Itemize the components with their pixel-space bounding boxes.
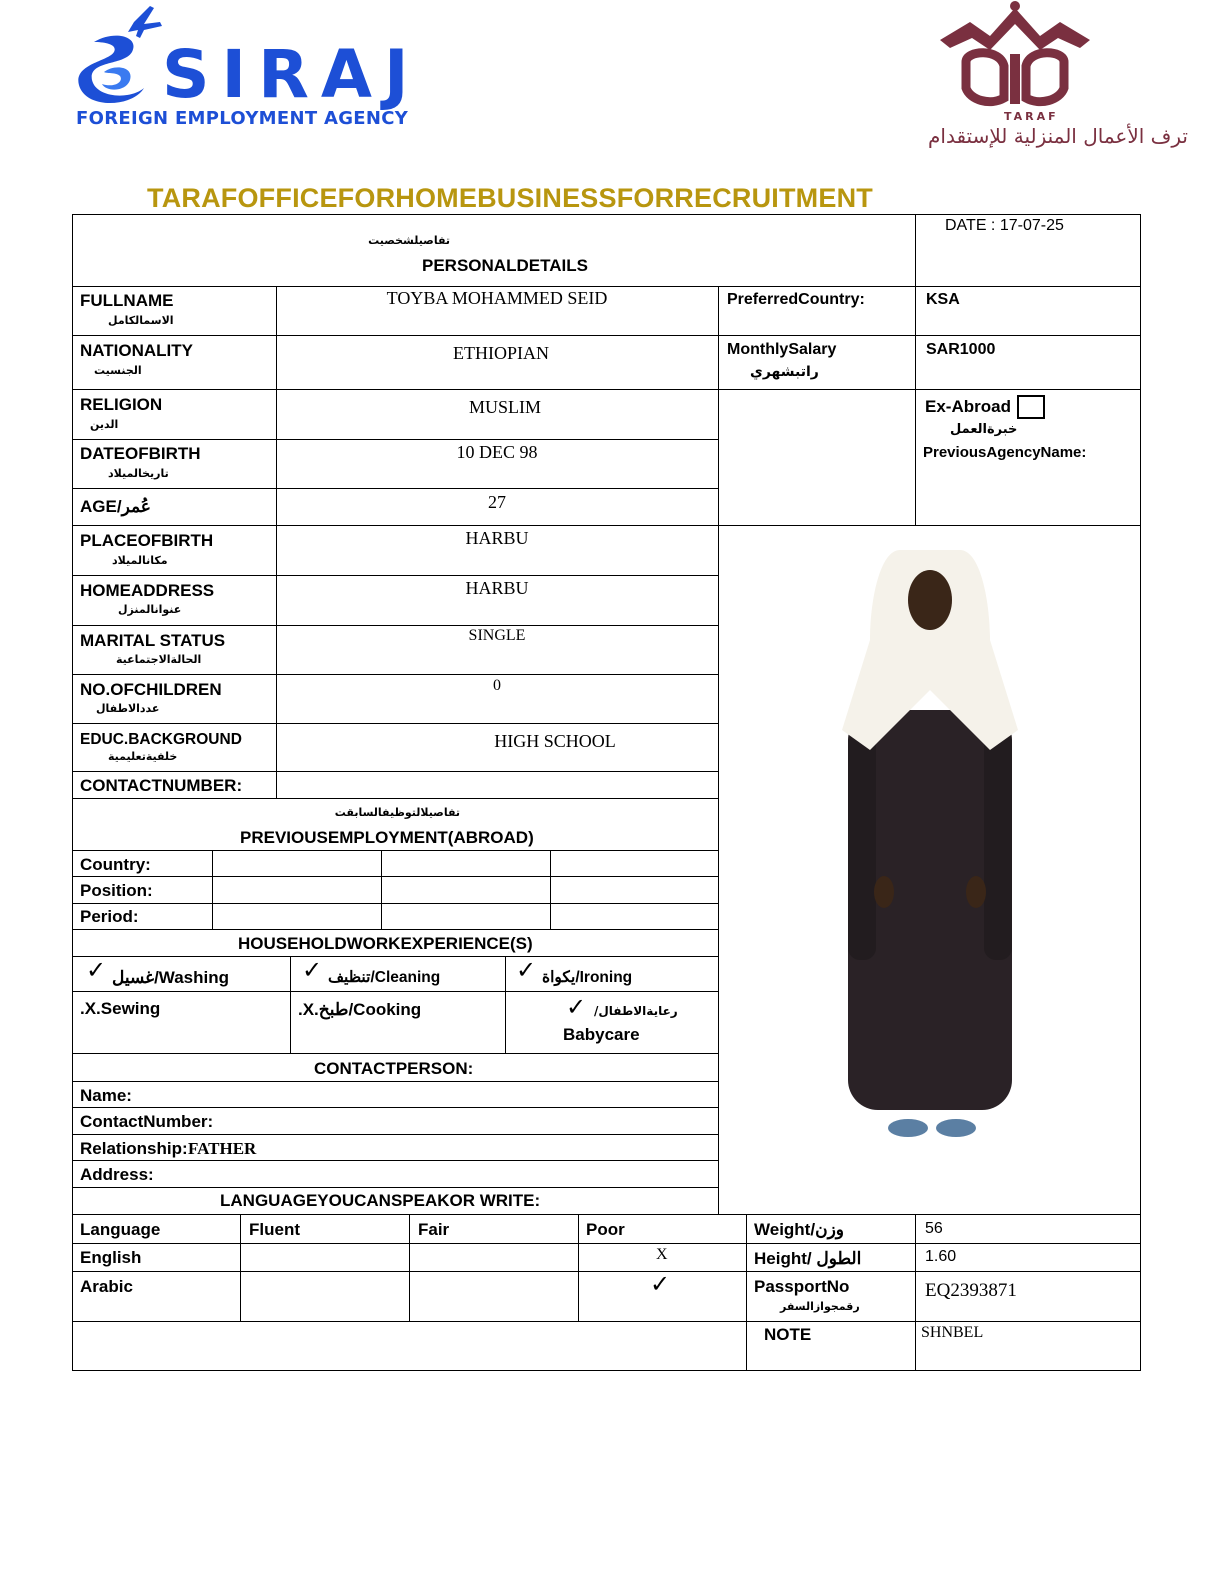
- siraj-logo: [74, 2, 421, 132]
- marital-status-value: SINGLE: [468, 627, 526, 644]
- note-value: SHNBEL: [921, 1324, 984, 1341]
- religion-value: MUSLIM: [468, 397, 541, 417]
- fullname-label: FULLNAME: [80, 291, 174, 310]
- ex-abroad-label: Ex-Abroad: [925, 397, 1011, 416]
- airplane-icon: [74, 2, 164, 112]
- prev-period-label: Period:: [80, 907, 139, 926]
- height-label: Height/ الطول: [754, 1249, 862, 1268]
- education-label-ar: خلفيةتعليمية: [108, 750, 178, 763]
- contact-number-person-label: ContactNumber:: [80, 1112, 214, 1131]
- weight-value: 56: [925, 1220, 943, 1237]
- home-address-label-ar: عنوانالمنزل: [118, 603, 182, 616]
- contact-name-label: Name:: [80, 1086, 132, 1105]
- pob-label-ar: مكانالميلاد: [112, 554, 168, 567]
- col-fair-header: Fair: [418, 1220, 450, 1239]
- language-english: English: [80, 1248, 142, 1267]
- monthly-salary-label: MonthlySalary: [727, 341, 837, 358]
- note-label: NOTE: [764, 1325, 812, 1344]
- home-address-value: HARBU: [465, 578, 529, 598]
- marital-status-label: MARITAL STATUS: [80, 631, 226, 650]
- languages-title: LANGUAGEYOUCANSPEAKOR WRITE:: [220, 1191, 541, 1210]
- washing-item: غسيل/Washing: [112, 968, 229, 987]
- fullname-label-ar: الاسمالكامل: [108, 314, 174, 327]
- cleaning-check-icon: ✓: [302, 956, 323, 984]
- cleaning-item: تنظيف/Cleaning: [328, 969, 441, 986]
- previous-agency-label: PreviousAgencyName:: [923, 444, 1087, 461]
- arabic-poor-check-icon: ✓: [650, 1270, 671, 1298]
- prev-country-label: Country:: [80, 855, 151, 874]
- education-value: HIGH SCHOOL: [494, 731, 616, 751]
- nationality-label: NATIONALITY: [80, 341, 194, 360]
- previous-employment-title: PREVIOUSEMPLOYMENT(ABROAD): [240, 828, 534, 847]
- col-language-header: Language: [80, 1220, 161, 1239]
- prev-position-label: Position:: [80, 881, 153, 900]
- english-poor-mark: X: [656, 1246, 668, 1263]
- contact-address-label: Address:: [80, 1165, 154, 1184]
- ex-abroad-checkbox[interactable]: [1017, 395, 1045, 419]
- sewing-item: .X.Sewing: [80, 999, 161, 1018]
- personal-section-ar: تفاصيلشخصيت: [368, 234, 450, 247]
- babycare-check-icon: ✓: [566, 993, 587, 1021]
- col-fluent-header: Fluent: [249, 1220, 300, 1239]
- monthly-salary-value: SAR1000: [926, 341, 996, 358]
- babycare-item-ar: رعايةالاطفال/: [594, 1004, 678, 1018]
- relationship-label: Relationship:: [80, 1139, 188, 1158]
- contact-person-title: CONTACTPERSON:: [314, 1059, 474, 1078]
- previous-employment-ar: تفاصيلالتوظيفالسابقت: [334, 806, 460, 819]
- pob-label: PLACEOFBIRTH: [80, 531, 214, 550]
- religion-label-ar: الدين: [90, 418, 119, 431]
- siraj-subtitle: FOREIGN EMPLOYMENT AGENCY: [76, 108, 409, 129]
- passport-value: EQ2393871: [925, 1280, 1017, 1301]
- dob-label-ar: تاريخالميلاد: [108, 467, 169, 480]
- cooking-item: .X.طبخ/Cooking: [298, 1000, 422, 1019]
- contact-number-label: CONTACTNUMBER:: [80, 776, 243, 795]
- taraf-arabic-name: ترف الأعمال المنزلية للإستقدام: [928, 124, 1188, 148]
- taraf-logo: [830, 0, 1200, 156]
- ironing-item: يكواة/Ironing: [542, 969, 633, 986]
- nationality-value: ETHIOPIAN: [453, 343, 549, 363]
- children-value: 0: [493, 677, 501, 694]
- nationality-label-ar: الجنسيت: [94, 364, 142, 377]
- dob-label: DATEOFBIRTH: [80, 444, 201, 463]
- washing-check-icon: ✓: [86, 956, 107, 984]
- children-label: NO.OFCHILDREN: [80, 680, 222, 699]
- language-arabic: Arabic: [80, 1277, 133, 1296]
- form-date: DATE : 17-07-25: [945, 217, 1064, 234]
- relationship-value: FATHER: [188, 1139, 257, 1158]
- page-title: TARAFOFFICEFORHOMEBUSINESSFORRECRUITMENT: [147, 183, 873, 213]
- marital-status-label-ar: الحالةالاجتماعية: [116, 653, 202, 666]
- col-poor-header: Poor: [586, 1220, 625, 1239]
- passport-label: PassportNo: [754, 1277, 850, 1296]
- children-label-ar: عددالاطفال: [96, 702, 160, 715]
- babycare-item: Babycare: [563, 1025, 640, 1044]
- ex-abroad-label-ar: خبرةالعمل: [950, 422, 1018, 437]
- fullname-value: TOYBA MOHAMMED SEID: [386, 288, 608, 308]
- weight-label: Weight/وزن: [754, 1220, 844, 1239]
- religion-label: RELIGION: [80, 395, 163, 414]
- preferred-country-value: KSA: [926, 291, 960, 308]
- education-label: EDUC.BACKGROUND: [80, 731, 242, 748]
- ironing-check-icon: ✓: [516, 956, 537, 984]
- age-label: AGE/عُمر: [80, 497, 151, 516]
- taraf-wordmark: TARAF: [1004, 110, 1059, 123]
- siraj-wordmark: SIRAJ: [162, 36, 421, 113]
- passport-label-ar: رقمجوازالسفر: [780, 1300, 860, 1313]
- height-value: 1.60: [925, 1248, 957, 1265]
- preferred-country-label: PreferredCountry:: [727, 291, 865, 308]
- home-address-label: HOMEADDRESS: [80, 581, 215, 600]
- pob-value: HARBU: [465, 528, 529, 548]
- applicant-photo: [800, 540, 1060, 1160]
- dob-value: 10 DEC 98: [456, 442, 538, 462]
- household-title: HOUSEHOLDWORKEXPERIENCE(S): [238, 934, 533, 953]
- personal-section-title: PERSONALDETAILS: [422, 256, 588, 275]
- monthly-salary-label-ar: راتبشهري: [750, 364, 819, 380]
- crown-icon: [930, 0, 1100, 112]
- age-value: 27: [488, 492, 506, 512]
